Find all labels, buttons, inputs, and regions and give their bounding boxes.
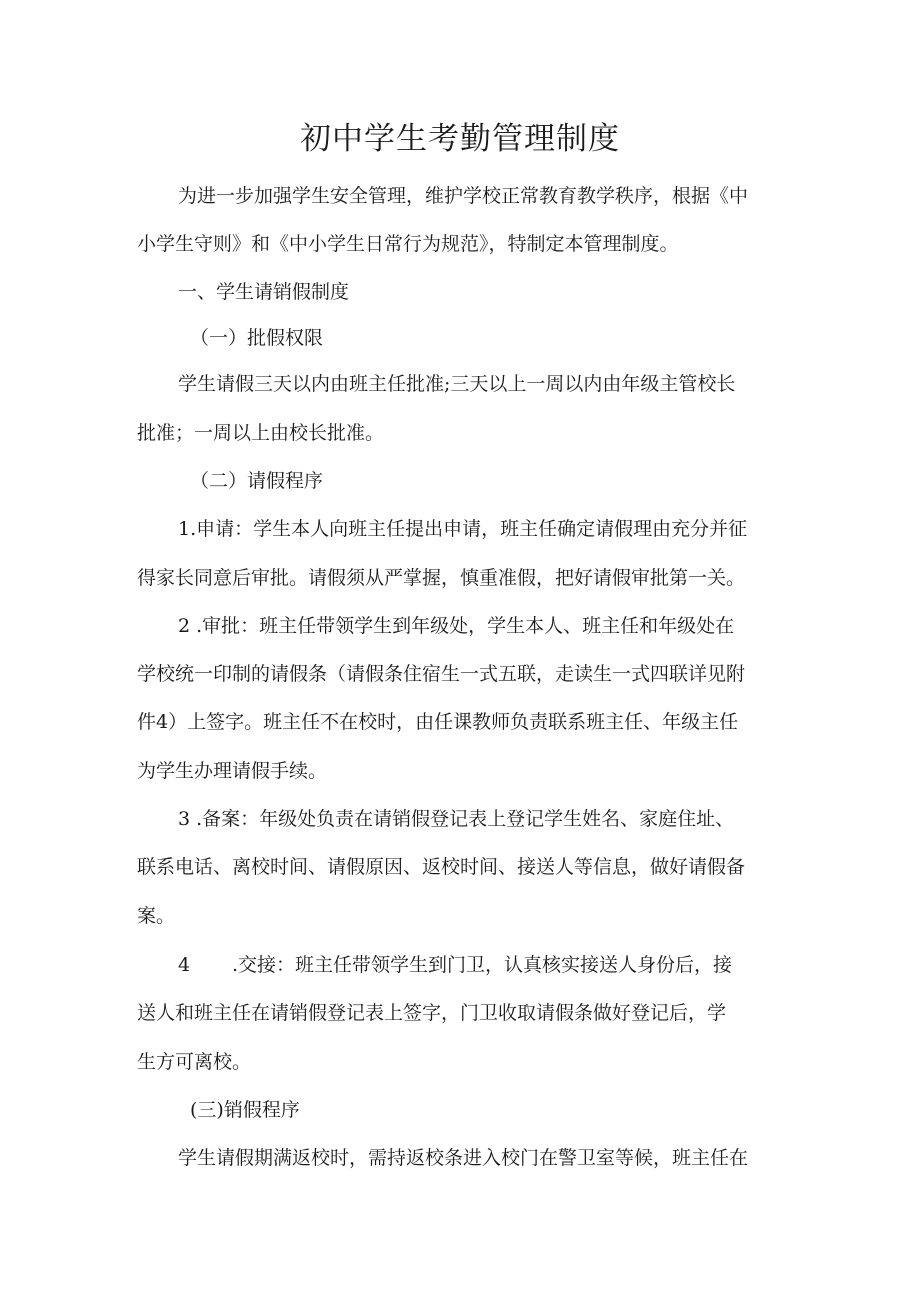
item2-line-4: 为学生办理请假手续。	[137, 760, 328, 782]
sub1-heading: （一）批假权限	[190, 327, 324, 349]
section1-heading: 一、学生请销假制度	[178, 281, 350, 303]
item2-line-3: 件4）上签字。班主任不在校时，由任课教师负责联系班主任、年级主任	[137, 711, 739, 733]
item3-line-1: 3 .备案：年级处负责在请销假登记表上登记学生姓名、家庭住址、	[178, 808, 735, 830]
sub1-body-line-2: 批准；一周以上由校长批准。	[137, 422, 385, 444]
sub2-heading: （二）请假程序	[190, 470, 324, 492]
item4-line-2: 送人和班主任在请销假登记表上签字，门卫收取请假条做好登记后，学	[137, 1002, 727, 1024]
item3-line-2: 联系电话、离校时间、请假原因、返校时间、接送人等信息，做好请假备	[137, 856, 746, 878]
item1-line-2: 得家长同意后审批。请假须从严掌握，慎重准假，把好请假审批第一关。	[137, 567, 746, 589]
item2-line-2: 学校统一印制的请假条（请假条住宿生一式五联，走读生一式四联详见附	[137, 663, 746, 685]
intro-line-1: 为进一步加强学生安全管理，维护学校正常教育教学秩序，根据《中	[178, 185, 749, 207]
sub3-heading: (三)销假程序	[190, 1099, 300, 1121]
document-title: 初中学生考勤管理制度	[300, 121, 620, 157]
item3-line-3: 案。	[137, 905, 176, 927]
sub1-body-line-1: 学生请假三天以内由班主任批准;三天以上一周以内由年级主管校长	[178, 373, 736, 395]
item2-line-1: 2 .审批：班主任带领学生到年级处，学生本人、班主任和年级处在	[178, 615, 735, 637]
item4-line-1: .交接：班主任带领学生到门卫，认真核实接送人身份后，接	[232, 954, 733, 976]
intro-line-2: 小学生守则》和《中小学生日常行为规范》，特制定本管理制度。	[137, 233, 679, 255]
item4-line-3: 生方可离校。	[137, 1051, 252, 1073]
sub3-body-line-1: 学生请假期满返校时，需持返校条进入校门在警卫室等候，班主任在	[178, 1147, 749, 1169]
item4-number: 4	[178, 954, 191, 976]
item1-line-1: 1.申请：学生本人向班主任提出申请，班主任确定请假理由充分并征	[178, 518, 748, 540]
